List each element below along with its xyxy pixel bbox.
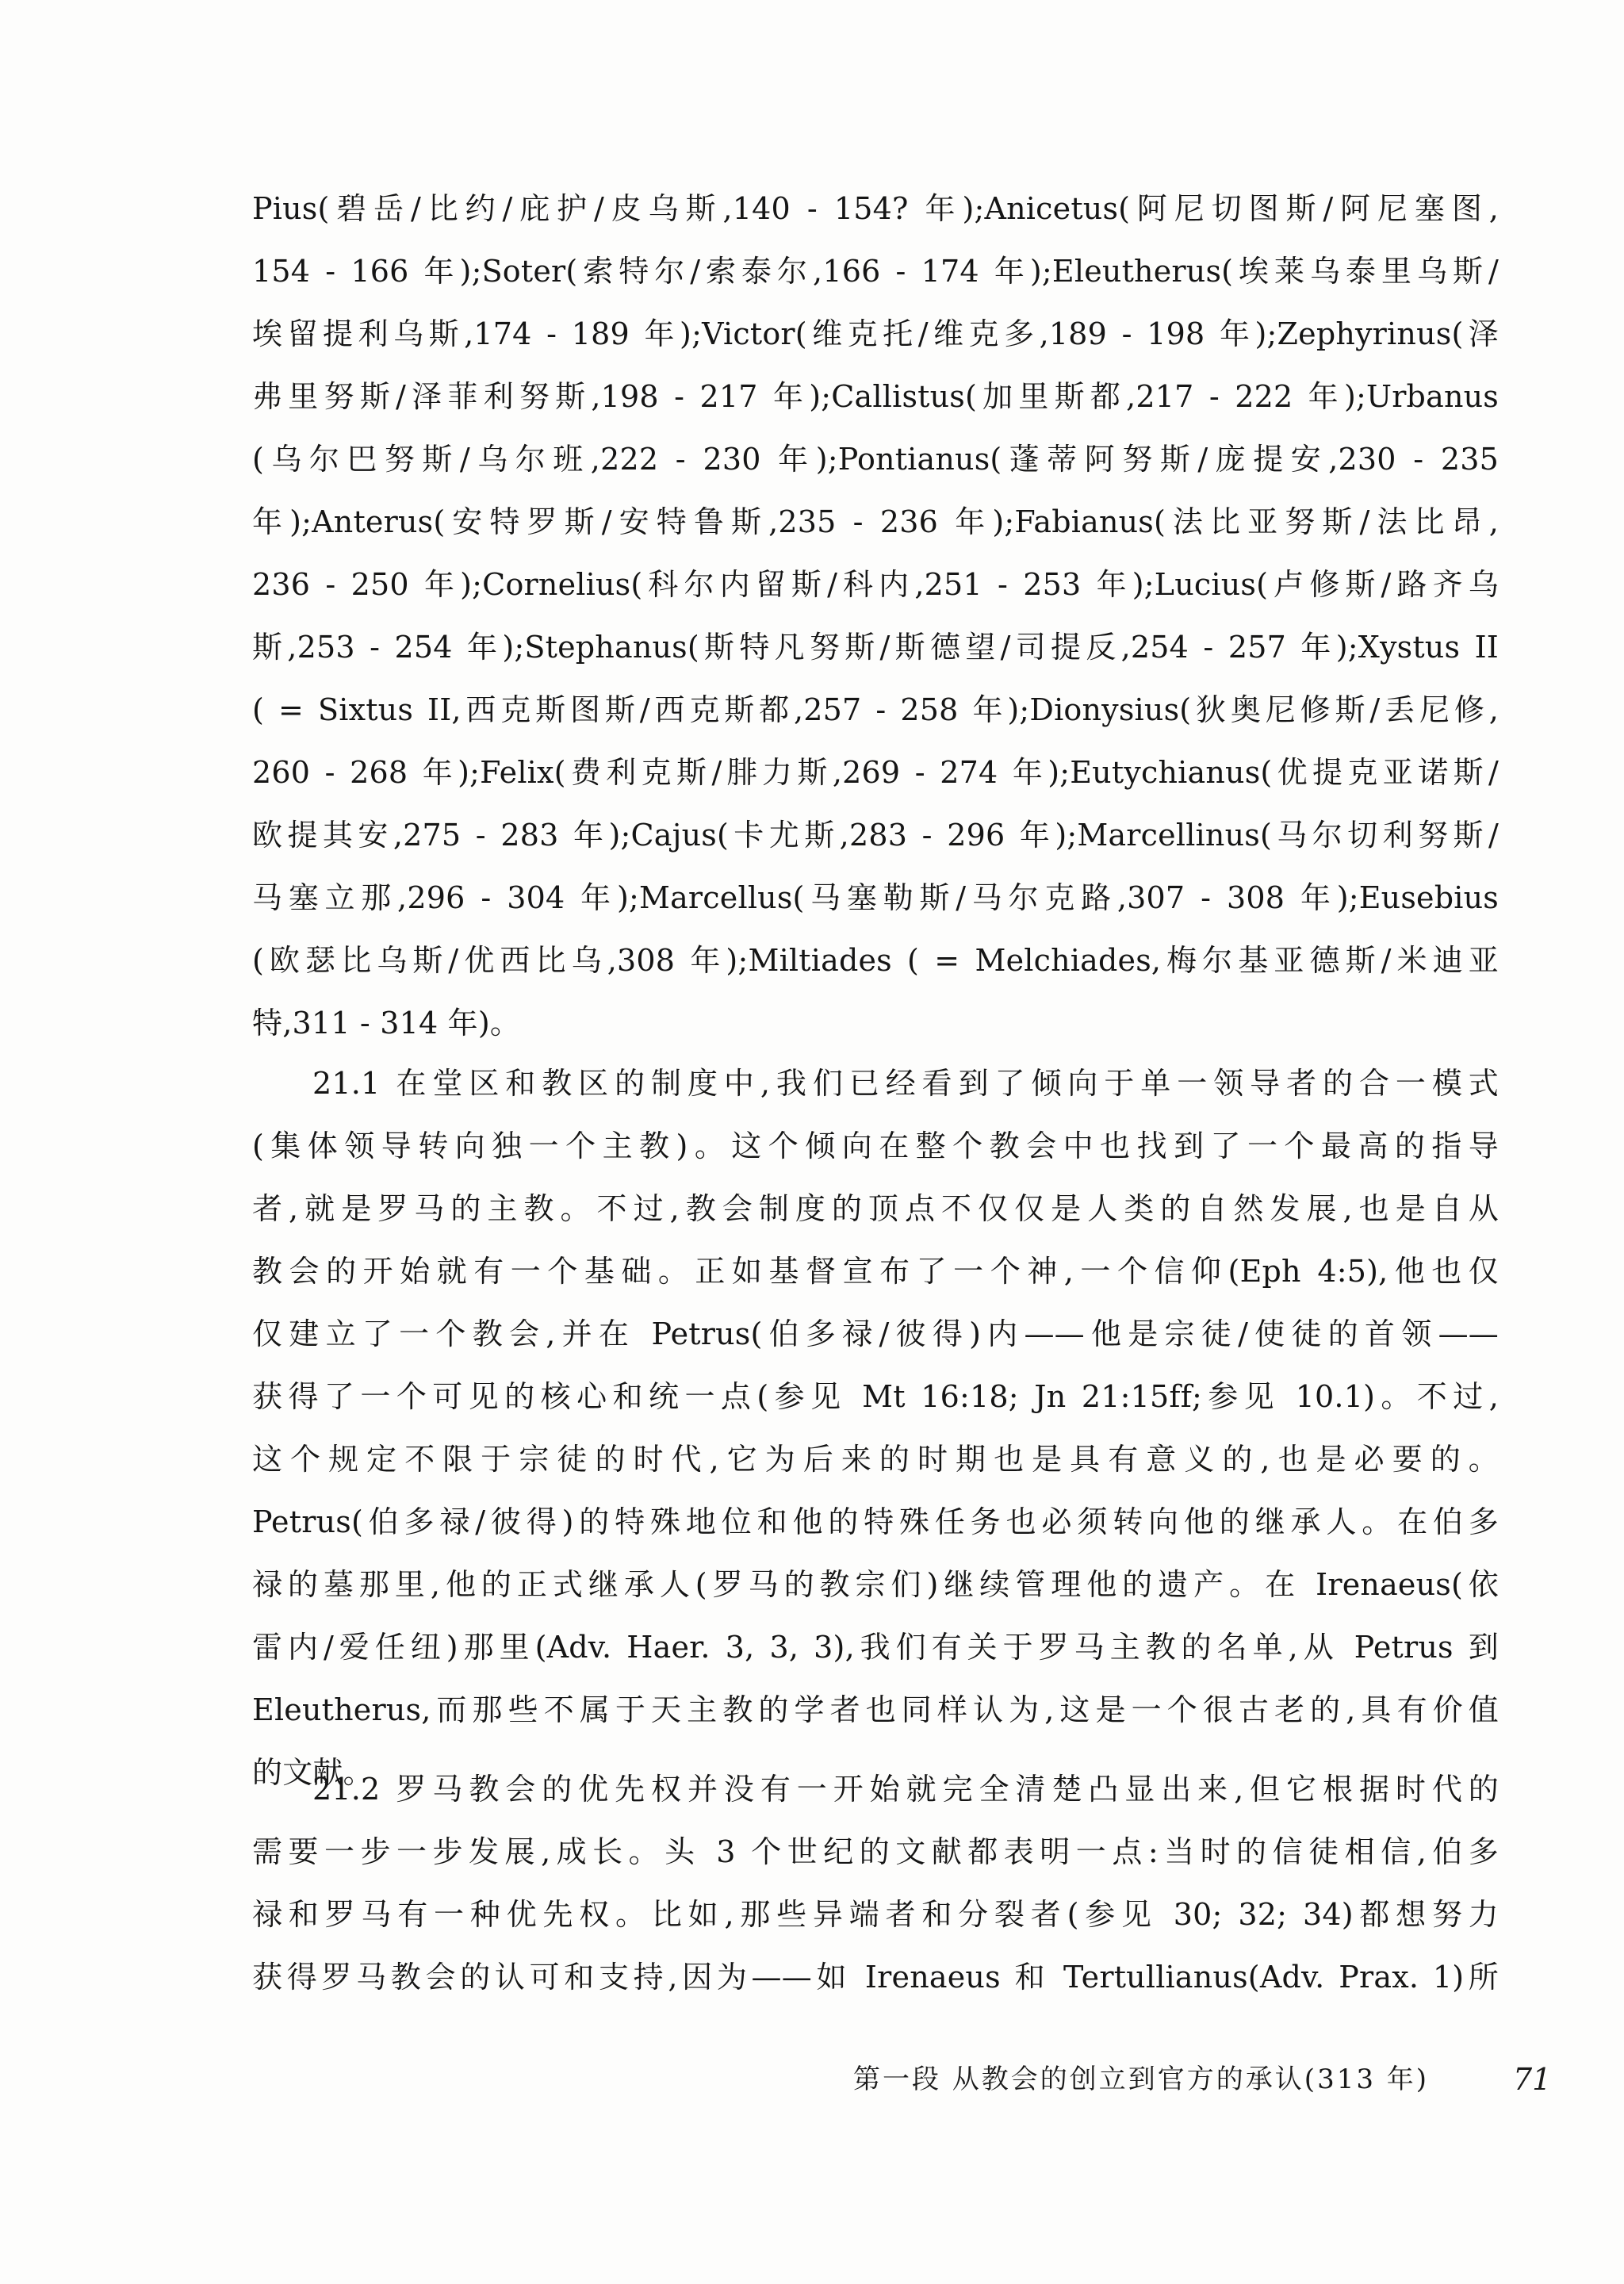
text-line: 236 - 250 年);Cornelius(科尔内留斯/科内,251 - 253 年);Lucius(卢修斯/路齐乌 xyxy=(252,567,1499,602)
text-line: (集体领导转向独一个主教)。这个倾向在整个教会中也找到了一个最高的指导 xyxy=(252,1129,1499,1163)
text-line: 需要一步一步发展,成长。头 3 个世纪的文献都表明一点:当时的信徒相信,伯多 xyxy=(252,1834,1499,1869)
text-line: 这个规定不限于宗徒的时代,它为后来的时期也是具有意义的,也是必要的。 xyxy=(252,1442,1499,1477)
text-line: ( = Sixtus II,西克斯图斯/西克斯都,257 - 258 年);Dionysius(狄奥尼修斯/丢尼修, xyxy=(252,692,1499,727)
text-line: 260 - 268 年);Felix(费利克斯/腓力斯,269 - 274 年);Eutychianus(优提克亚诺斯/ xyxy=(252,755,1499,790)
text-line: 者,就是罗马的主教。不过,教会制度的顶点不仅仅是人类的自然发展,也是自从 xyxy=(252,1191,1499,1226)
paragraph-21-1 xyxy=(252,1052,1499,1804)
text-line: Pius(碧岳/比约/庇护/皮乌斯,140 - 154? 年);Anicetus(阿尼切图斯/阿尼塞图, xyxy=(252,191,1499,226)
text-line: (欧瑟比乌斯/优西比乌,308 年);Miltiades ( = Melchiades,梅尔基亚德斯/米迪亚 xyxy=(252,943,1499,978)
text-line: 年);Anterus(安特罗斯/安特鲁斯,235 - 236 年);Fabianus(法比亚努斯/法比昂, xyxy=(252,504,1499,539)
running-footer: 第一段 从教会的创立到官方的承认(313 年) xyxy=(853,2064,1430,2095)
paragraph-21-2 xyxy=(252,1758,1499,2009)
text-line: 欧提其安,275 - 283 年);Cajus(卡尤斯,283 - 296 年);Marcellinus(马尔切利努斯/ xyxy=(252,818,1499,853)
text-line: 弗里努斯/泽菲利努斯,198 - 217 年);Callistus(加里斯都,217 - 222 年);Urbanus xyxy=(252,379,1499,414)
text-line: 154 - 166 年);Soter(索特尔/索泰尔,166 - 174 年);Eleutherus(埃莱乌泰里乌斯/ xyxy=(252,254,1499,289)
text-line: 仅建立了一个教会,并在 Petrus(伯多禄/彼得)内——他是宗徒/使徒的首领—— xyxy=(252,1316,1499,1351)
text-line: Petrus(伯多禄/彼得)的特殊地位和他的特殊任务也必须转向他的继承人。在伯多 xyxy=(252,1504,1499,1539)
text-line: 雷内/爱任纽)那里(Adv. Haer. 3, 3, 3),我们有关于罗马主教的名单,从 Petrus 到 xyxy=(252,1630,1499,1665)
text-line: 教会的开始就有一个基础。正如基督宣布了一个神,一个信仰(Eph 4:5),他也仅 xyxy=(252,1254,1499,1289)
text-line: 马塞立那,296 - 304 年);Marcellus(马塞勒斯/马尔克路,307 - 308 年);Eusebius xyxy=(252,880,1499,915)
text-line: 斯,253 - 254 年);Stephanus(斯特凡努斯/斯德望/司提反,254 - 257 年);Xystus II xyxy=(252,630,1499,665)
text-line: 禄的墓那里,他的正式继承人(罗马的教宗们)继续管理他的遗产。在 Irenaeus(依 xyxy=(252,1567,1499,1602)
text-line: Eleutherus,而那些不属于天主教的学者也同样认为,这是一个很古老的,具有价值 xyxy=(252,1692,1499,1727)
text-line: 获得了一个可见的核心和统一点(参见 Mt 16:18; Jn 21:15ff;参见 10.1)。不过, xyxy=(252,1379,1499,1414)
text-line: 获得罗马教会的认可和支持,因为——如 Irenaeus 和 Tertullianus(Adv. Prax. 1)所 xyxy=(252,1960,1499,1995)
page-number: 71 xyxy=(1513,2062,1552,2097)
pope-list-continuation xyxy=(252,178,1499,1055)
text-line: (乌尔巴努斯/乌尔班,222 - 230 年);Pontianus(蓬蒂阿努斯/庞提安,230 - 235 xyxy=(252,442,1499,477)
text-line: 21.2 罗马教会的优先权并没有一开始就完全清楚凸显出来,但它根据时代的 xyxy=(312,1772,1499,1807)
text-line: 的文献。 xyxy=(252,1755,373,1790)
text-line: 埃留提利乌斯,174 - 189 年);Victor(维克托/维克多,189 - 198 年);Zephyrinus(泽 xyxy=(252,316,1499,351)
text-line: 禄和罗马有一种优先权。比如,那些异端者和分裂者(参见 30; 32; 34)都想努力 xyxy=(252,1897,1499,1932)
text-line: 特,311 - 314 年)。 xyxy=(252,1006,521,1040)
text-line: 21.1 在堂区和教区的制度中,我们已经看到了倾向于单一领导者的合一模式 xyxy=(312,1066,1499,1101)
